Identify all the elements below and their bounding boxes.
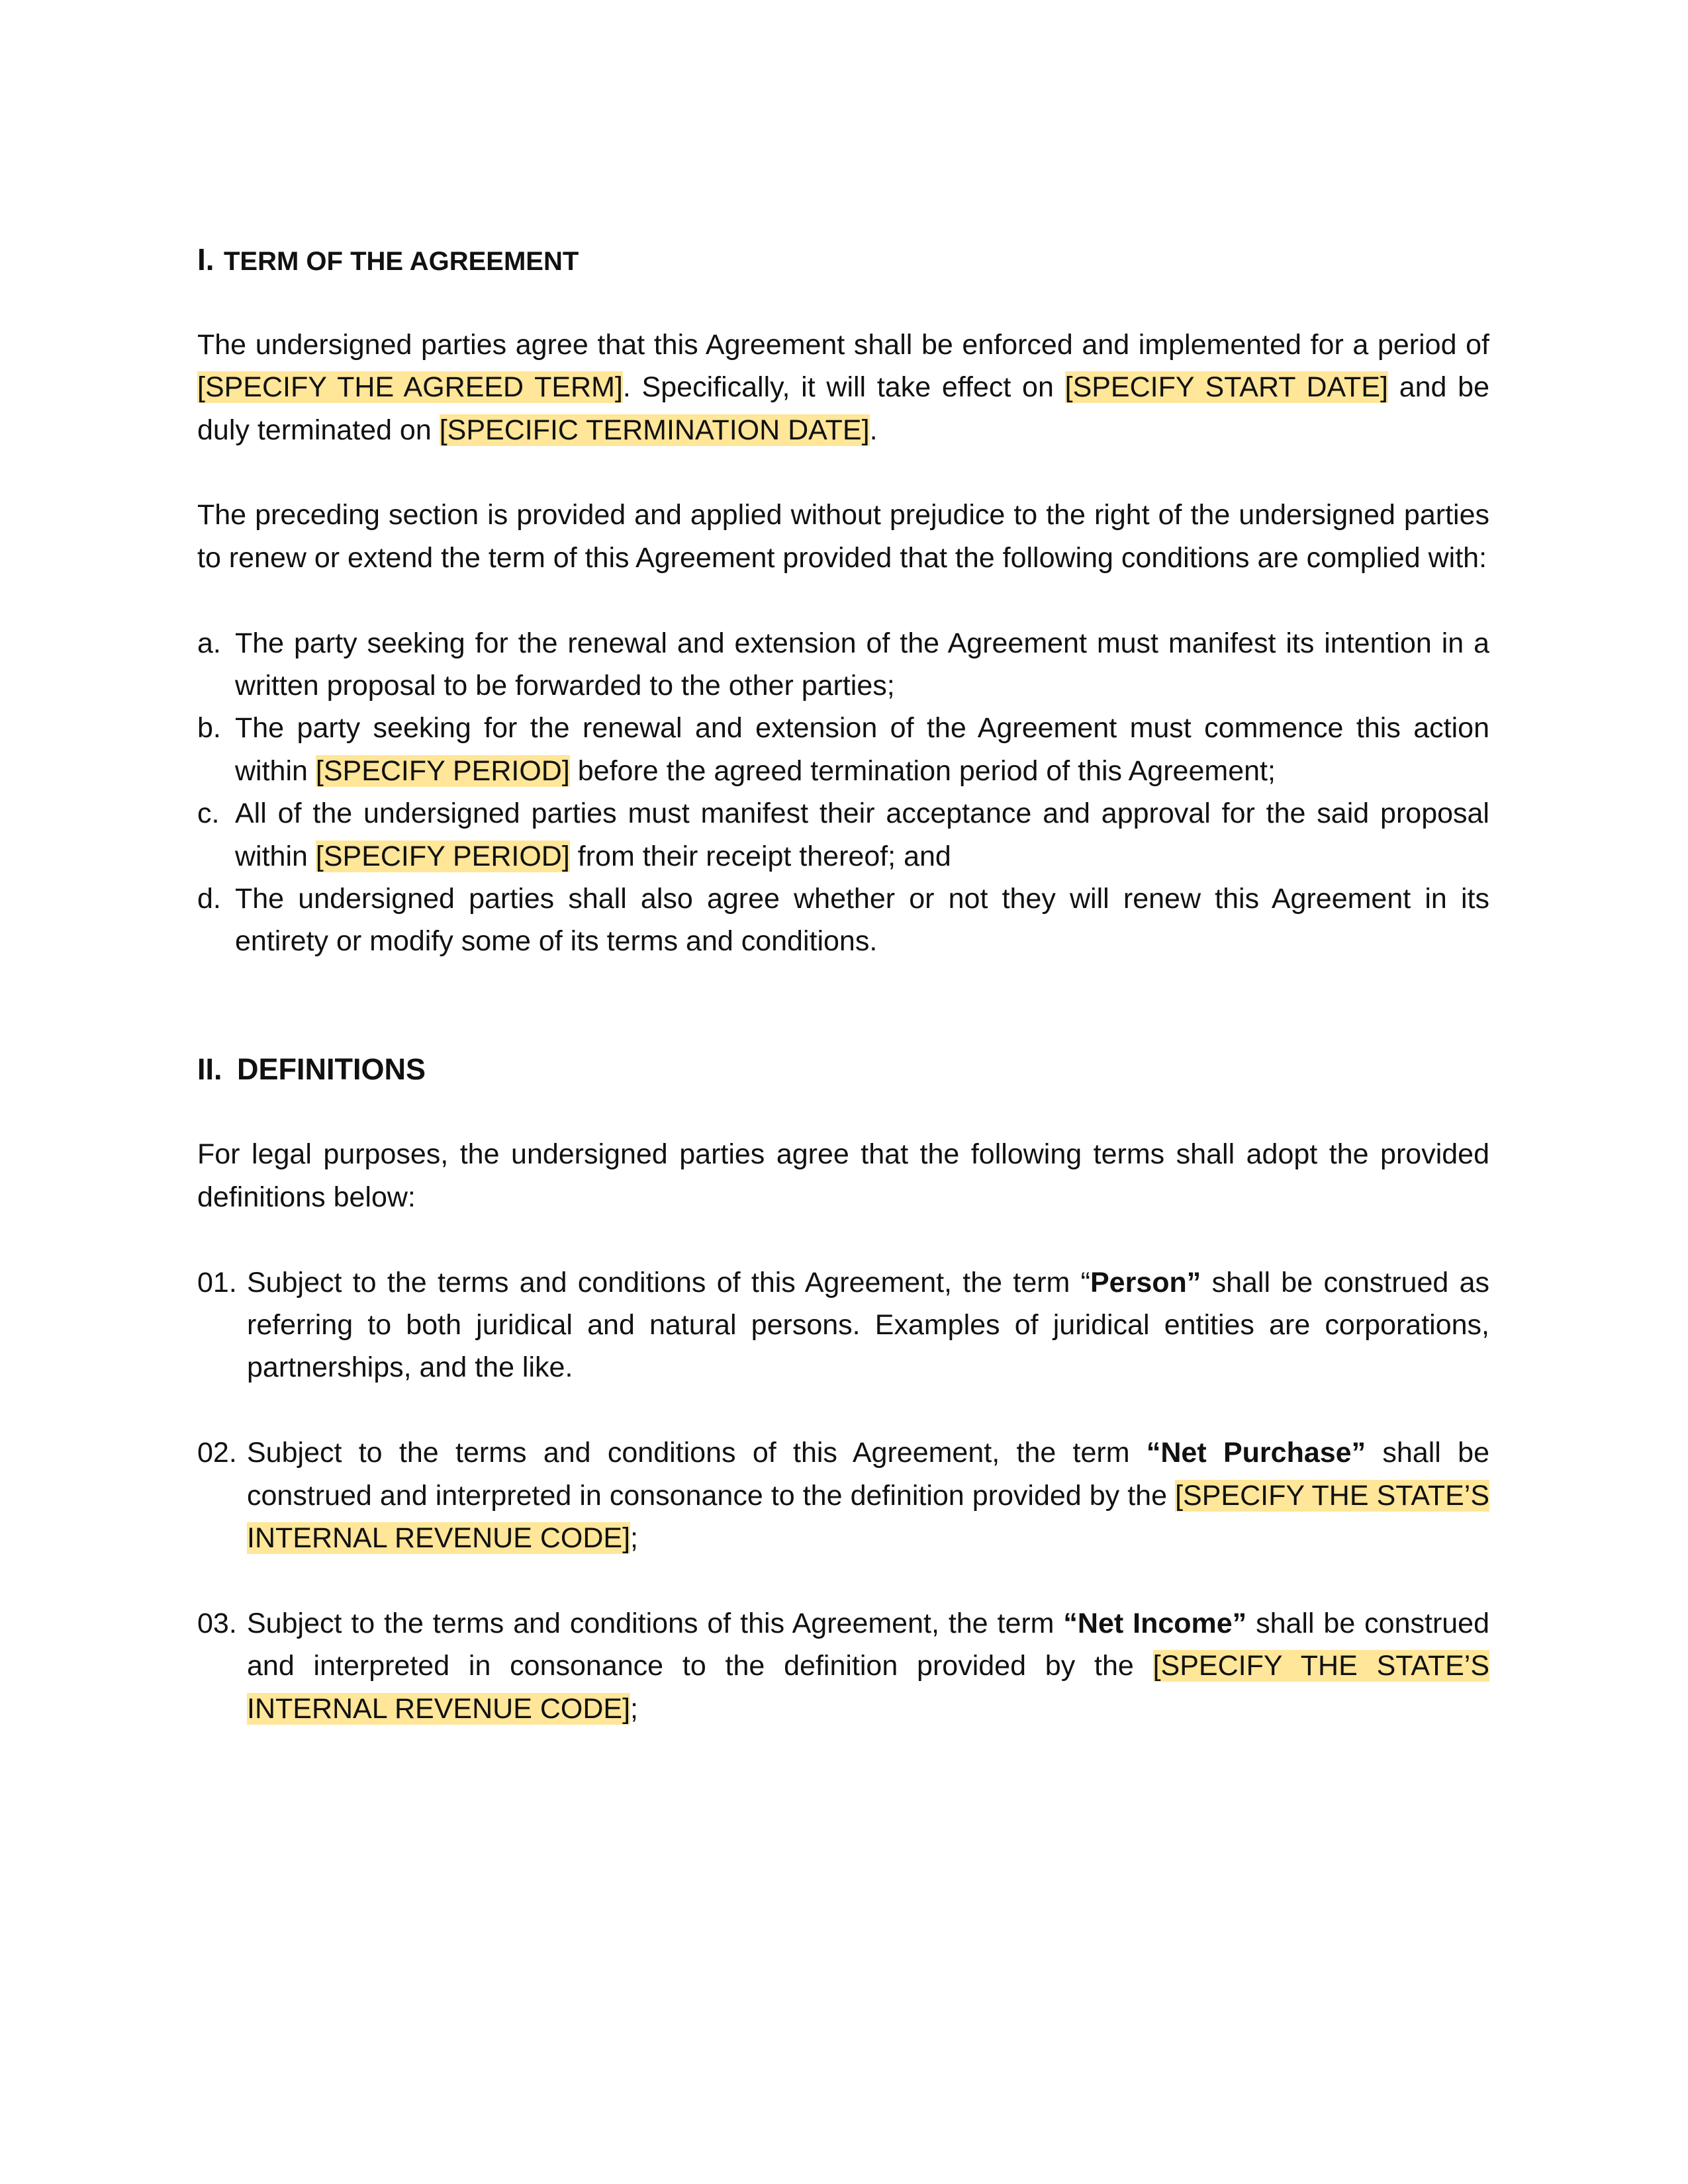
text-run: . Specifically, it will take effect on: [622, 371, 1065, 404]
list-marker: a.: [197, 627, 221, 659]
text-run: The party seeking for the renewal and extension of the Agreement must commence this action within: [235, 712, 1489, 787]
list-marker: 02.: [197, 1437, 237, 1469]
placeholder-start-date: [SPECIFY START DATE]: [1064, 371, 1388, 404]
text-run: shall be construed as referring to both juridical and natural persons. Examples of juridical entities are corporations, partnerships, and the like.: [247, 1266, 1489, 1384]
placeholder-agreed-term: [SPECIFY THE AGREED TERM]: [197, 371, 623, 404]
text-run: before the agreed termination period of this Agreement;: [569, 754, 1276, 787]
text-run: ;: [630, 1692, 638, 1725]
definition-item: [197, 1432, 1489, 1559]
section-title: DEFINITIONS: [237, 1052, 426, 1086]
placeholder-revenue-code: [SPECIFY THE STATE’S INTERNAL REVENUE CODE]: [247, 1479, 1490, 1555]
text-run: The undersigned parties agree that this Agreement shall be enforced and implemented for a period of: [197, 328, 1489, 361]
list-item: [197, 622, 1489, 707]
placeholder-termination-date: [SPECIFIC TERMINATION DATE]: [439, 414, 870, 446]
definition-item: [197, 1602, 1489, 1730]
document-body: [197, 238, 1489, 1730]
definitions-intro: For legal purposes, the undersigned parties agree that the following terms shall adopt the provided definitions below:: [197, 1138, 1489, 1213]
list-item: [197, 792, 1489, 878]
text-run: Subject to the terms and conditions of this Agreement, the term “: [247, 1266, 1090, 1298]
section-heading-definitions: [197, 1048, 1489, 1091]
defined-term: “Net Purchase”: [1146, 1437, 1366, 1469]
list-marker: 01.: [197, 1266, 237, 1298]
text-run: Subject to the terms and conditions of this Agreement, the term: [247, 1607, 1064, 1639]
text-run: shall be construed and interpreted in consonance to the definition provided by the: [247, 1437, 1489, 1512]
placeholder-period: [SPECIFY PERIOD]: [315, 754, 570, 787]
text-run: .: [869, 414, 878, 446]
text-run: Subject to the terms and conditions of this Agreement, the term: [247, 1437, 1147, 1469]
list-item: [197, 707, 1489, 792]
defined-term: “Net Income”: [1063, 1607, 1247, 1639]
text-run: All of the undersigned parties must manifest their acceptance and approval for the said proposal within: [235, 797, 1489, 872]
section-heading-term: [197, 238, 1489, 281]
definitions-list: [197, 1261, 1489, 1730]
text-run: from their receipt thereof; and: [569, 840, 951, 872]
section-number: II.: [197, 1052, 222, 1086]
list-item-text: The undersigned parties shall also agree whether or not they will renew this Agreement in its entirety or modify some of its terms and conditions.: [235, 883, 1489, 958]
list-marker: b.: [197, 712, 221, 745]
text-run: ;: [630, 1522, 638, 1555]
term-paragraph: [197, 324, 1489, 451]
placeholder-revenue-code: [SPECIFY THE STATE’S INTERNAL REVENUE CODE]: [247, 1650, 1490, 1725]
renewal-paragraph: The preceding section is provided and applied without prejudice to the right of the undersigned parties to renew or extend the term of this Agreement provided that the following conditions are complied with:: [197, 499, 1489, 574]
placeholder-period: [SPECIFY PERIOD]: [315, 840, 570, 872]
list-marker: 03.: [197, 1607, 237, 1639]
defined-term: Person”: [1090, 1266, 1201, 1298]
list-item: [197, 878, 1489, 963]
list-marker: d.: [197, 883, 221, 915]
section-title: TERM OF THE AGREEMENT: [224, 247, 579, 276]
list-item-text: The party seeking for the renewal and extension of the Agreement must manifest its intention in a written proposal to be forwarded to the other parties;: [235, 627, 1489, 702]
list-marker: c.: [197, 797, 220, 830]
definition-item: [197, 1261, 1489, 1389]
text-run: and be duly terminated on: [197, 371, 1490, 446]
renewal-conditions-list: [197, 622, 1489, 963]
text-run: shall be construed and interpreted in consonance to the definition provided by the: [247, 1607, 1490, 1682]
section-number: I.: [197, 242, 214, 277]
